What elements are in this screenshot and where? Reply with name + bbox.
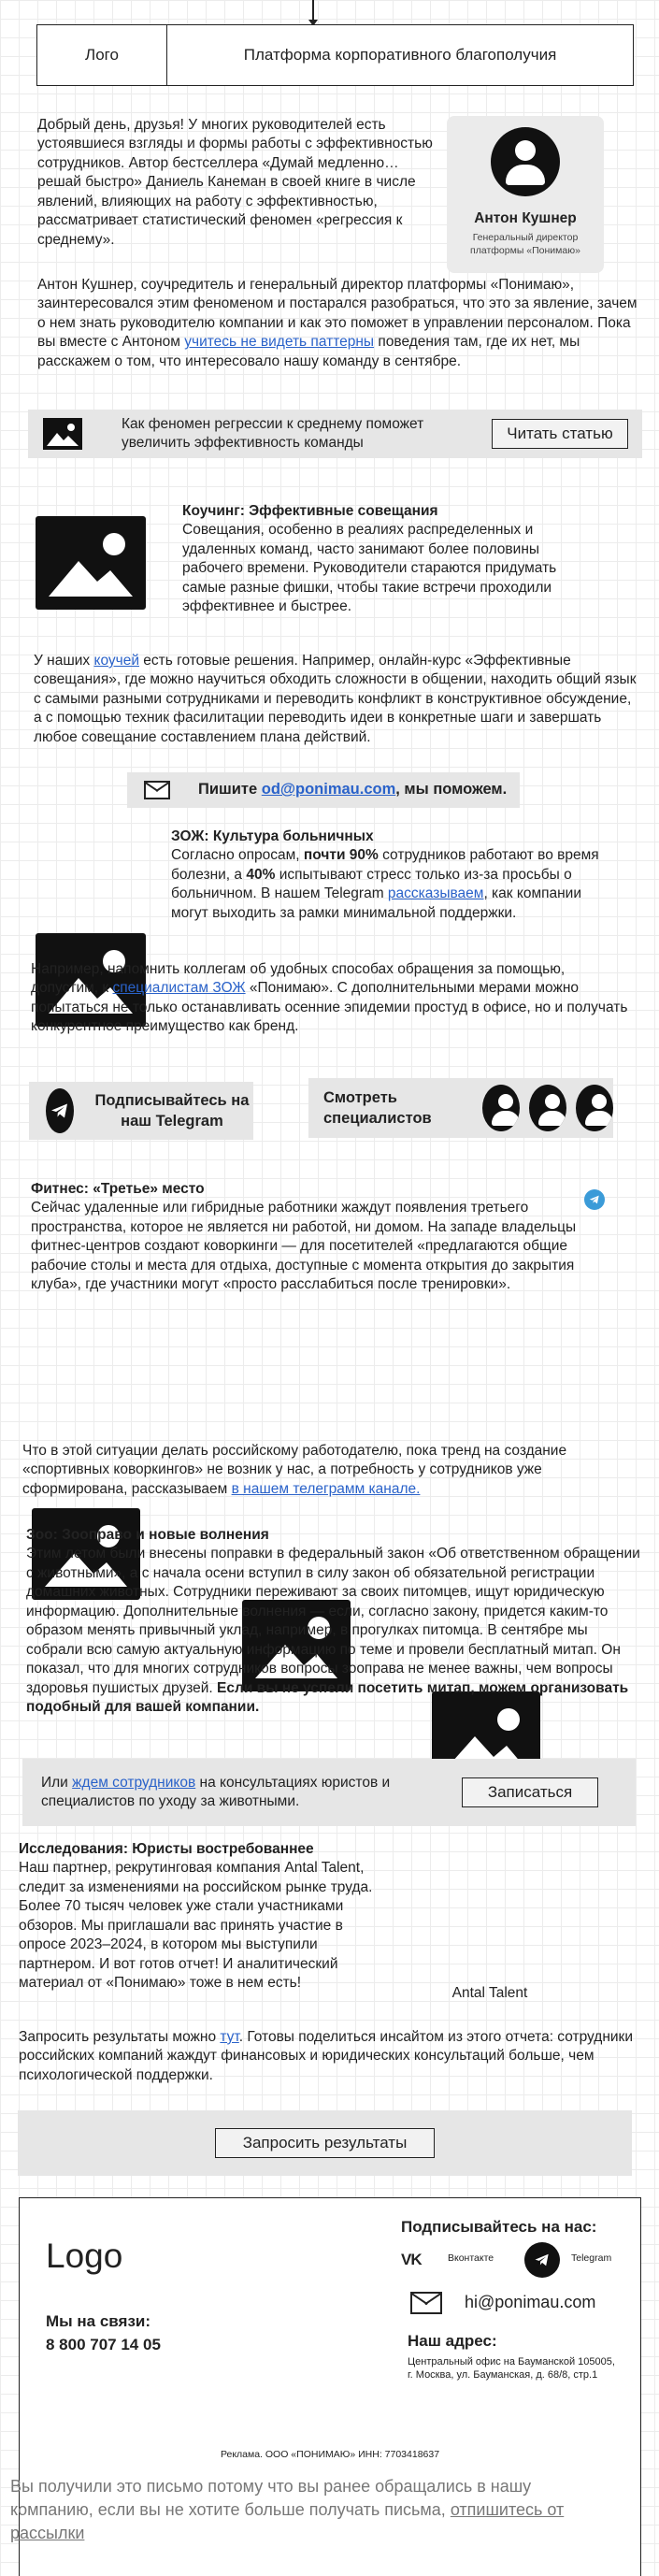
specialists-link[interactable]: специалистам ЗОЖ xyxy=(112,980,246,997)
header-logo[interactable]: Лого xyxy=(37,25,167,85)
telegram-label[interactable]: Telegram xyxy=(571,2252,612,2264)
antal-talent-caption: Antal Talent xyxy=(451,1985,528,2001)
specialists-button[interactable] xyxy=(308,1078,613,1138)
health-paragraph xyxy=(31,960,634,1037)
coaching-paragraph xyxy=(34,652,641,747)
research-text-part: Запросить результаты можно xyxy=(19,2029,221,2045)
request-results-button[interactable]: Запросить результаты xyxy=(215,2128,435,2158)
specialist-avatar-icon xyxy=(529,1085,566,1131)
request-results-link[interactable]: тут xyxy=(220,2029,239,2045)
health-text-part: испытывают стресс только из-за просьбы о больничном. В нашем Telegram xyxy=(171,866,572,902)
subscribe-label: Подписывайтесь на нас: xyxy=(401,2218,597,2236)
email-text-part: , мы поможем. xyxy=(395,781,508,799)
user-avatar-icon xyxy=(491,127,560,196)
health-text-part: Например, напомнить коллегам об удобных способах обращения за помощью, допустим, к xyxy=(31,961,566,997)
telegram-subscribe-label: Подписывайтесь на наш Telegram xyxy=(94,1091,250,1130)
telegram-icon xyxy=(46,1088,74,1133)
address-text: Центральный офис на Бауманской 105005, г. Москва, ул. Бауманская, д. 68/8, стр.1 xyxy=(408,2356,615,2382)
unsubscribe-link[interactable]: отпишитесь от рассылки xyxy=(10,2499,565,2542)
header-title: Платформа корпоративного благополучия xyxy=(243,45,557,64)
fitness-text-part: Что в этой ситуации делать российскому работодателю, пока тренд на создание «спортивных коворкингов» не возник у нас, а потребность у сотрудников уже сформирована, рассказываем xyxy=(22,1443,567,1497)
fitness-section xyxy=(31,1180,601,1295)
ads-disclaimer: Реклама. ООО «ПОНИМАЮ» ИНН: 7703418637 xyxy=(220,2449,440,2460)
coaching-text-part: есть готовые решения. Например, онлайн-курс «Эффективные совещания», где можно научиться обходить сложности в общении, находить общий язык с самыми разными сотрудниками и переводить конфликт в конструктивное обсуждение, а с помощью техник фасилитации переводить идеи в конкретные шаги и завершать любое совещание составлением плана действий. xyxy=(34,653,637,745)
zoo-text-part: Этим летом были внесены поправки в федеральный закон «Об ответственном обращении с животными», а с начала осени вступил в силу закон об обязательной регистрации домашних животных. Сотрудники переживают за своих питомцев, ищут юридическую информацию. Дополнительные волнения — если, согласно закону, придется каким-то образом менять привычный уклад, например, в прогулках питомца. В сентябре мы собрали всю самую актуальную информацию по теме и провели бесплатный митап. Он показал, что для многих сотрудников вопросы зооправа не менее важны, чем вопросы здоровья пушистых друзей. xyxy=(26,1546,640,1696)
read-article-text: Как феномен регрессии к среднему поможет увеличить эффективность команды xyxy=(122,415,424,451)
unsubscribe-text xyxy=(10,2475,609,2544)
telegram-small-icon[interactable] xyxy=(584,1189,605,1210)
telegram-subscribe-button[interactable] xyxy=(29,1082,253,1140)
coaching-section xyxy=(182,502,580,617)
intro-text-part: поведения там, где их нет, мы расскажем о том, что интересовало нашу команду в сентябре. xyxy=(37,334,580,369)
health-section xyxy=(171,827,620,923)
phone-number[interactable]: 8 800 707 14 05 xyxy=(46,2336,161,2353)
coaching-text: Совещания, особенно в реалиях распределенных и удаленных команд, часто занимают более половины рабочего времени. Руководители стараются придумать самые разные фишки, чтобы такие встречи проходили эффективнее и быстрее. xyxy=(182,522,557,615)
profile-role: Генеральный директор платформы «Понимаю» xyxy=(470,232,580,256)
profile-card xyxy=(447,116,604,273)
health-text xyxy=(171,846,620,923)
research-text-part: . Готовы поделиться инсайтом из этого отчета: сотрудники российских компаний жаждут финансовых и юридических консультаций больше, чем психологической поддержки. xyxy=(19,2029,633,2083)
zoo-bar-text xyxy=(41,1774,415,1812)
coaching-text-part: У наших xyxy=(34,653,94,669)
image-icon xyxy=(43,418,82,450)
zoo-signup-bar xyxy=(22,1759,636,1826)
health-stat: почти 90% xyxy=(303,847,379,864)
zoo-section xyxy=(26,1526,643,1718)
intro-paragraph-2 xyxy=(37,276,638,371)
email-bar xyxy=(127,772,520,808)
health-text-part: «Понимаю». С дополнительными мерами можно попытаться не только останавливать осенние эпидемии простуд в офисе, но и получать конкурентное преимущество как бренд. xyxy=(31,980,628,1035)
header-bar xyxy=(36,24,634,86)
health-text-part: сотрудников работают во время болезни, а xyxy=(171,847,599,883)
research-text: Наш партнер, рекрутинговая компания Antal Talent, следит за изменениями на российском рынке труда. Более 70 тысяч человек уже стали участниками обзоров. Мы приглашали вас принять участие в опросе 2023–2024, в котором мы выступили партнером. И вот готов отчет! И аналитический материал от «Понимаю» тоже в нем есть! xyxy=(19,1860,373,1992)
research-paragraph xyxy=(19,2028,645,2085)
contact-label: Мы на связи: xyxy=(46,2312,151,2330)
zoo-title: Зоо: Зооправо и новые волнения xyxy=(26,1527,269,1543)
zoo-text xyxy=(26,1545,643,1717)
specialist-avatar-icon xyxy=(576,1085,613,1131)
fitness-title: Фитнес: «Третье» место xyxy=(31,1181,205,1197)
research-title: Исследования: Юристы востребованнее xyxy=(19,1841,314,1857)
envelope-icon xyxy=(144,781,170,799)
request-results-bar xyxy=(18,2110,632,2176)
employees-link[interactable]: ждем сотрудников xyxy=(72,1774,196,1791)
fitness-paragraph xyxy=(22,1442,621,1499)
health-text-part: Согласно опросам, xyxy=(171,847,304,864)
health-title: ЗОЖ: Культура больничных xyxy=(171,828,374,844)
intro-paragraph: Добрый день, друзья! У многих руководителей есть устоявшиеся взгляды и формы работы с эффективностью сотрудников. Автор бестселлера «Думай медленно… решай быстро» Даниель Канеман в своей книге в числе явлений, влияющих на работу с эффективностью, рассматривает статистический феномен «регрессия к среднему». xyxy=(37,117,433,248)
connector-arrow xyxy=(312,0,314,21)
profile-name: Антон Кушнер xyxy=(474,210,577,226)
patterns-link[interactable]: учитесь не видеть паттерны xyxy=(184,334,375,351)
envelope-icon xyxy=(410,2292,442,2314)
footer-logo[interactable]: Logo xyxy=(46,2237,123,2275)
read-article-bar xyxy=(28,410,642,458)
telegram-story-link[interactable]: рассказываем xyxy=(387,885,484,902)
vk-icon[interactable]: VK xyxy=(401,2251,422,2268)
research-section xyxy=(19,1840,388,1993)
footer xyxy=(10,2197,641,2576)
coaches-link[interactable]: коучей xyxy=(93,653,139,669)
vk-label[interactable]: Вконтакте xyxy=(448,2252,494,2264)
zoo-text-bold: Если вы не успели посетить митап, можем организовать подобный для вашей компании. xyxy=(26,1679,629,1716)
address-label: Наш адрес: xyxy=(408,2332,497,2350)
email-link[interactable]: od@ponimau.com xyxy=(261,781,396,799)
footer-email[interactable]: hi@ponimau.com xyxy=(465,2293,596,2311)
coaching-image xyxy=(36,516,146,610)
email-text-part: Пишите xyxy=(198,781,262,799)
read-article-button[interactable]: Читать статью xyxy=(492,419,628,449)
zoo-bar-text-part: Или xyxy=(41,1774,73,1791)
telegram-icon[interactable] xyxy=(524,2242,560,2278)
health-stat: 40% xyxy=(246,866,276,883)
specialist-avatar-icon xyxy=(482,1085,520,1131)
email-bar-text xyxy=(198,780,507,800)
intro-text-part: Антон Кушнер, соучредитель и генеральный директор платформы «Понимаю», заинтересовался этим феноменом и постарался разобраться, что это за явление, зачем о нем знать руководителю компании и как это поможет в управлении персоналом. Пока вы вместе с Антоном xyxy=(37,277,638,351)
telegram-channel-link[interactable]: в нашем телеграмм канале. xyxy=(231,1480,421,1497)
specialists-label: Смотреть специалистов xyxy=(323,1088,432,1127)
fitness-text: Сейчас удаленные или гибридные работники жаждут появления третьего пространства, которое не является ни работой, ни домом. На западе владельцы фитнес-центров создают коворкинги — для посетителей «предлагаются общие рабочие столы и места для отдыха, доступные с момента открытия до закрытия клуба», где участники могут «просто расслабиться после тренировки». xyxy=(31,1200,577,1293)
signup-button[interactable]: Записаться xyxy=(462,1777,598,1807)
unsubscribe-text-part: Вы получили это письмо потому что вы ранее обращались в нашу компанию, если вы не хотите больше получать письма, xyxy=(10,2477,532,2519)
zoo-bar-text-part: на консультациях юристов и специалистов по уходу за животными. xyxy=(41,1774,391,1809)
health-text-part: , как компании могут выходить за рамки минимальной поддержки. xyxy=(171,885,582,921)
coaching-title: Коучинг: Эффективные совещания xyxy=(182,503,438,519)
